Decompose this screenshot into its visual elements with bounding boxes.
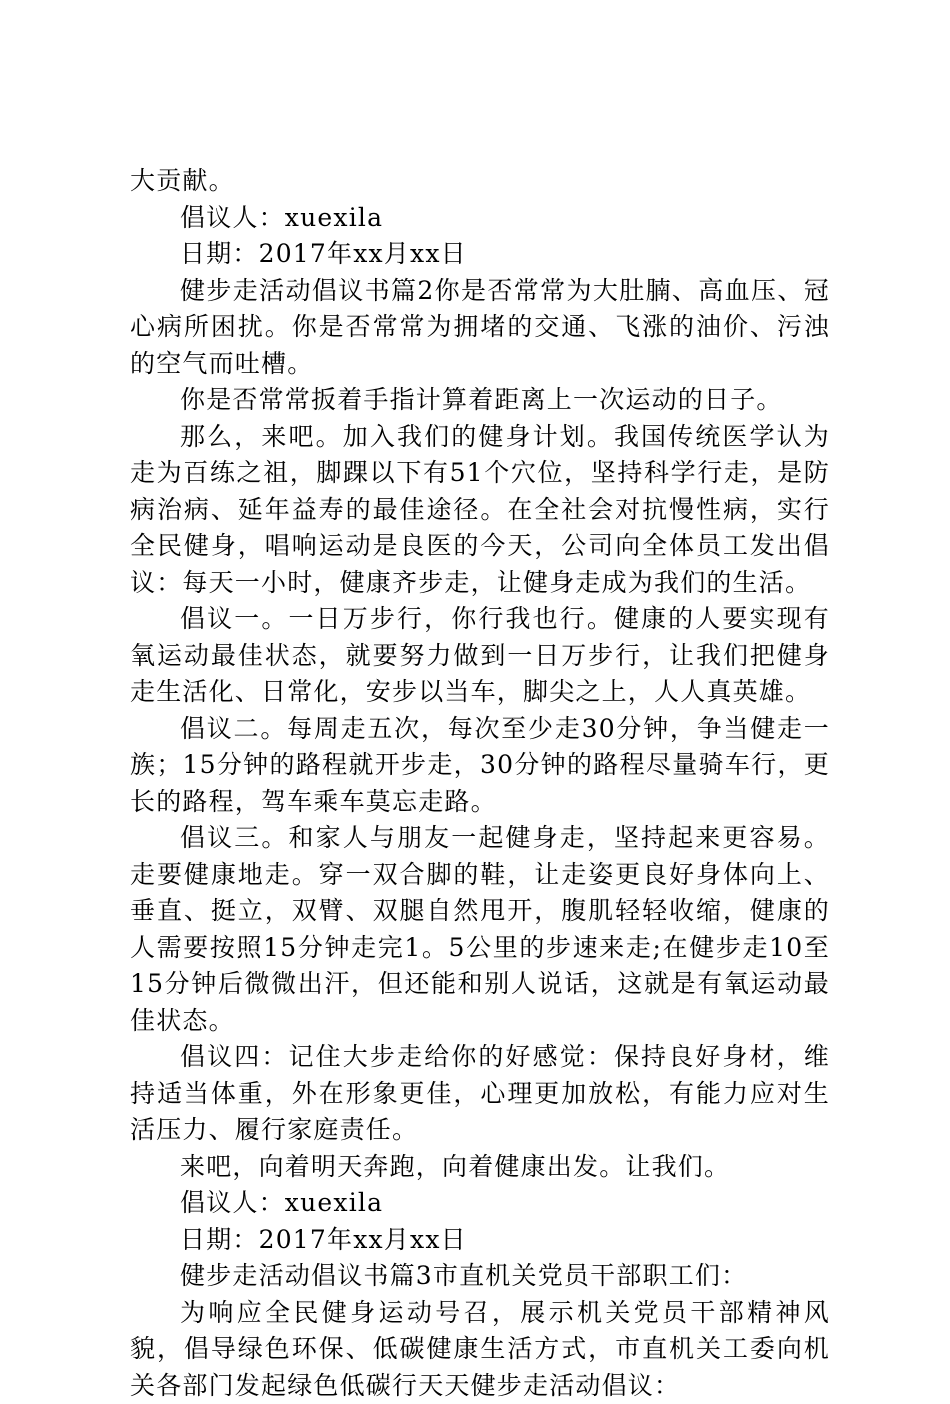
paragraph-date: 日期：2017年xx月xx日 — [130, 236, 830, 273]
paragraph-proposal-1: 倡议一。一日万步行，你行我也行。健康的人要实现有氧运动最佳状态，就要努力做到一日万步行，让我们把健身走生活化、日常化，安步以当车，脚尖之上，人人真英雄。 — [130, 601, 830, 711]
paragraph-part2-intro: 健步走活动倡议书篇2你是否常常为大肚腩、高血压、冠心病所困扰。你是否常常为拥堵的交通、飞涨的油价、污浊的空气而吐槽。 — [130, 273, 830, 383]
paragraph-question: 你是否常常扳着手指计算着距离上一次运动的日子。 — [130, 382, 830, 419]
paragraph-date-2: 日期：2017年xx月xx日 — [130, 1222, 830, 1259]
paragraph-proposal-4: 倡议四：记住大步走给你的好感觉：保持良好身材，维持适当体重，外在形象更佳，心理更加放松，有能力应对生活压力、履行家庭责任。 — [130, 1039, 830, 1149]
paragraph-signer: 倡议人：xuexila — [130, 200, 830, 237]
paragraph-closing: 来吧，向着明天奔跑，向着健康出发。让我们。 — [130, 1149, 830, 1186]
paragraph-part3-intro: 健步走活动倡议书篇3市直机关党员干部职工们： — [130, 1258, 830, 1295]
paragraph-continuation: 大贡献。 — [130, 163, 830, 200]
document-page — [130, 163, 830, 1404]
paragraph-proposal-2: 倡议二。每周走五次，每次至少走30分钟，争当健走一族；15分钟的路程就开步走，30分钟的路程尽量骑车行，更长的路程，驾车乘车莫忘走路。 — [130, 711, 830, 821]
paragraph-part3-body: 为响应全民健身运动号召，展示机关党员干部精神风貌，倡导绿色环保、低碳健康生活方式，市直机关工委向机关各部门发起绿色低碳行天天健步走活动倡议： — [130, 1295, 830, 1404]
paragraph-signer-2: 倡议人：xuexila — [130, 1185, 830, 1222]
paragraph-proposal-3: 倡议三。和家人与朋友一起健身走，坚持起来更容易。走要健康地走。穿一双合脚的鞋，让走姿更良好身体向上、垂直、挺立，双臂、双腿自然甩开，腹肌轻轻收缩，健康的人需要按照15分钟走完1。5公里的步速来走;在健步走10至15分钟后微微出汗，但还能和别人说话，这就是有氧运动最佳状态。 — [130, 820, 830, 1039]
paragraph-invitation: 那么，来吧。加入我们的健身计划。我国传统医学认为走为百练之祖，脚踝以下有51个穴位，坚持科学行走，是防病治病、延年益寿的最佳途径。在全社会对抗慢性病，实行全民健身，唱响运动是良医的今天，公司向全体员工发出倡议：每天一小时，健康齐步走，让健身走成为我们的生活。 — [130, 419, 830, 602]
